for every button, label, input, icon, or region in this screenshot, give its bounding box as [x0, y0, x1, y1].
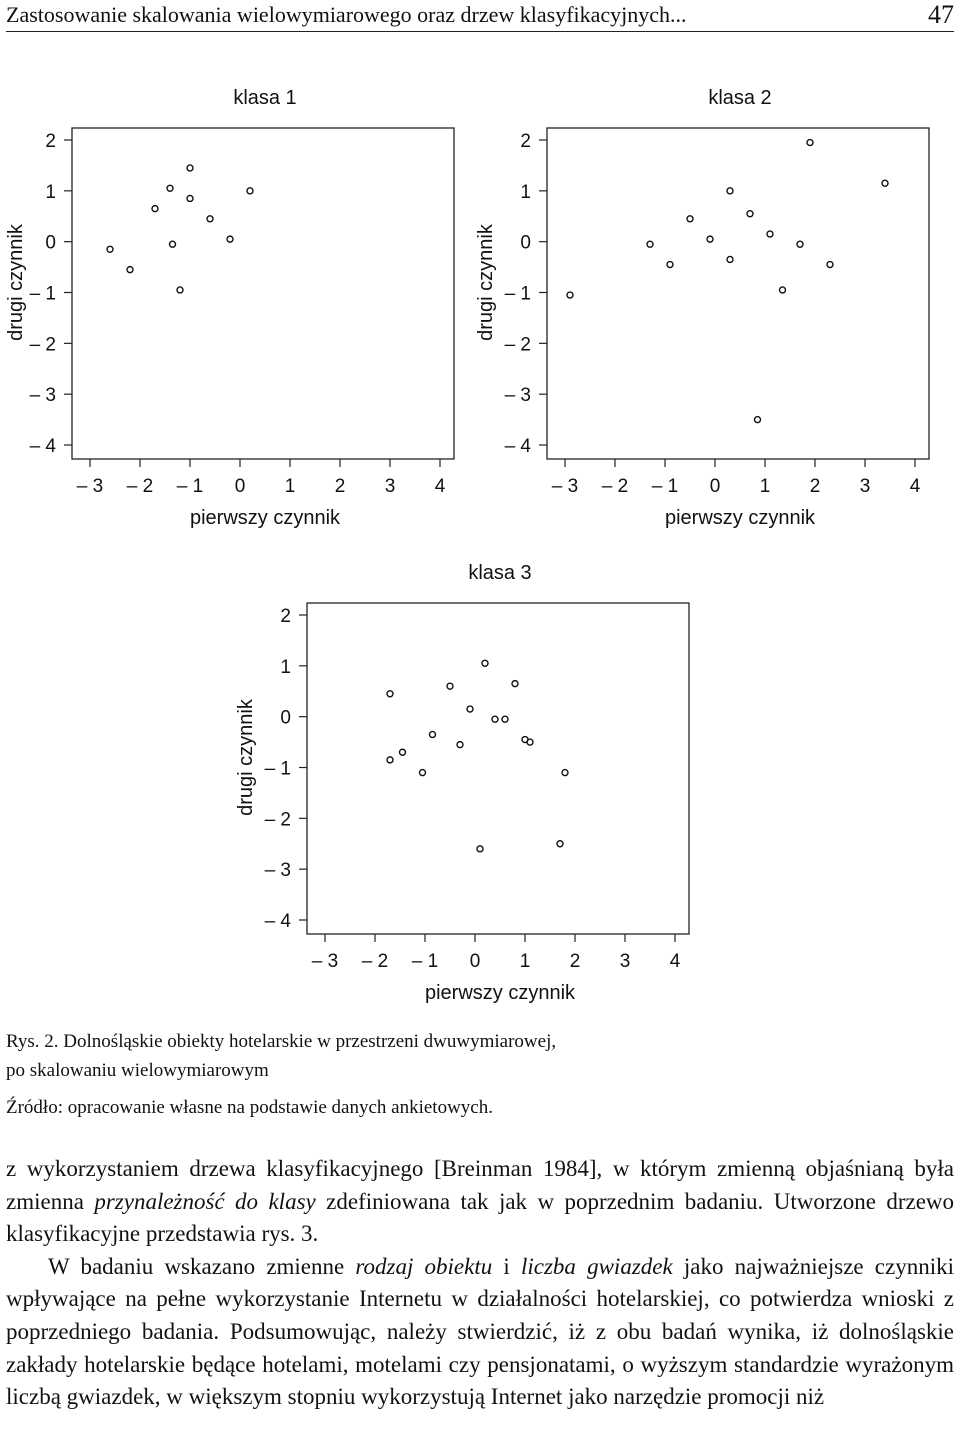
x-tick-label: 3 [384, 476, 396, 497]
y-tick-label: – 2 [504, 334, 531, 356]
data-point [467, 706, 473, 712]
x-tick-label: 2 [334, 476, 346, 497]
running-title: Zastosowanie skalowania wielowymiarowego oraz drzew klasyfikacyjnych... [6, 2, 687, 27]
data-point [827, 262, 833, 268]
data-point [797, 241, 803, 247]
data-point [562, 770, 568, 776]
y-axis-label: drugi czynnik [5, 224, 27, 341]
x-tick-label: 0 [469, 951, 481, 972]
y-tick-label: 0 [520, 232, 531, 254]
x-tick-label: – 3 [311, 951, 339, 972]
y-tick-label: – 1 [504, 283, 531, 305]
x-tick-label: 0 [709, 476, 721, 497]
x-tick-label: – 1 [176, 476, 204, 497]
data-point [387, 691, 393, 697]
data-point [170, 241, 176, 247]
data-point [482, 660, 488, 666]
caption-line-2: po skalowaniu wielowymiarowym [6, 1060, 269, 1081]
data-point [447, 683, 453, 689]
data-point [647, 241, 653, 247]
x-tick-label: 3 [859, 476, 871, 497]
y-tick-label: 1 [520, 181, 531, 203]
body-text [6, 1153, 954, 1414]
y-tick-label: 0 [280, 707, 291, 729]
page-number: 47 [928, 0, 954, 29]
data-point [567, 292, 573, 298]
data-point [457, 742, 463, 748]
paragraph-1-text-b: zdefiniowana tak jak w poprzednim badaniu. Utworzone drzewo klasyfikacyjne przedstawia rys. 3. [6, 1188, 955, 1247]
y-tick-label: 0 [45, 232, 56, 254]
plot-title: klasa 3 [468, 562, 532, 584]
paragraph-2-text-c: jako najważniejsze czynniki wpływające na pełne wykorzystanie Internetu w działalności hotelarskiej, co potwierdza wnioski z poprzedniego badania. Podsumowując, należy stwierdzić, iż z obu badań wynika, iż dolnośląskie zakłady hotelarskie będące hotelami, motelami czy pensjonatami, o wyższym standardzie wyrażonym liczbą gwiazdek, w większym stopniu wykorzystują Internet jako narzędzie promocji niż [6, 1253, 954, 1410]
paragraph-1 [6, 1153, 954, 1251]
paragraph-1-text-a: z wykorzystaniem drzewa klasyfikacyjnego [Breinman 1984], w którym zmienną objaśnianą była zmienna [6, 1156, 954, 1214]
data-point [667, 262, 673, 268]
data-point [882, 180, 888, 186]
data-point [167, 185, 173, 191]
data-point [207, 216, 213, 222]
x-axis-label: pierwszy czynnik [189, 507, 341, 529]
data-point [727, 256, 733, 262]
header-rule [6, 31, 954, 32]
y-tick-label: 1 [45, 181, 56, 203]
data-point [755, 417, 761, 423]
y-tick-label: – 1 [29, 283, 56, 305]
data-point [557, 841, 563, 847]
y-tick-label: – 1 [264, 758, 291, 780]
y-tick-label: 2 [280, 606, 291, 627]
data-point [187, 195, 193, 201]
x-tick-label: – 2 [361, 951, 389, 972]
x-tick-label: 4 [669, 951, 681, 972]
y-tick-label: – 3 [29, 385, 56, 407]
x-tick-label: – 3 [76, 476, 104, 497]
data-point [707, 236, 713, 242]
data-point [747, 211, 753, 217]
data-point [227, 236, 233, 242]
data-point [512, 681, 518, 687]
x-tick-label: 1 [519, 951, 531, 972]
y-tick-label: – 4 [29, 436, 56, 457]
x-tick-label: – 2 [601, 476, 629, 497]
y-tick-label: 1 [280, 656, 291, 678]
scatter-plot-klasa-3 [230, 555, 720, 1005]
y-tick-label: 2 [520, 131, 531, 152]
x-tick-label: 1 [284, 476, 296, 497]
figure-source: Źródło: opracowanie własne na podstawie danych ankietowych. [6, 1097, 493, 1118]
scatter-plot-klasa-1 [0, 80, 470, 530]
x-tick-label: 4 [909, 476, 921, 497]
x-tick-label: 2 [809, 476, 821, 497]
plot-title: klasa 2 [708, 87, 772, 109]
data-point [177, 287, 183, 293]
x-tick-label: – 2 [126, 476, 154, 497]
y-tick-label: – 4 [264, 911, 291, 932]
y-tick-label: 2 [45, 131, 56, 152]
data-point [780, 287, 786, 293]
x-tick-label: 2 [569, 951, 581, 972]
figure-caption [6, 1027, 556, 1085]
data-point [687, 216, 693, 222]
x-axis-label: pierwszy czynnik [424, 982, 576, 1004]
data-point [502, 716, 508, 722]
x-tick-label: 4 [434, 476, 446, 497]
x-tick-label: – 3 [551, 476, 579, 497]
plot-frame [547, 128, 929, 459]
y-tick-label: – 3 [264, 860, 291, 882]
y-tick-label: – 2 [264, 809, 291, 831]
paragraph-2-emphasis-2: liczba gwiazdek [520, 1253, 673, 1279]
caption-line-1: Rys. 2. Dolnośląskie obiekty hotelarskie w przestrzeni dwuwymiarowej, [6, 1031, 557, 1052]
x-tick-label: 3 [619, 951, 631, 972]
data-point [807, 140, 813, 146]
data-point [430, 731, 436, 737]
paragraph-2-text-a: W badaniu wskazano zmienne [48, 1253, 356, 1279]
y-axis-label: drugi czynnik [475, 224, 497, 341]
data-point [107, 246, 113, 252]
data-point [527, 739, 533, 745]
running-header [6, 0, 954, 30]
paragraph-2-emphasis-1: rodzaj obiektu [355, 1253, 493, 1279]
data-point [477, 846, 483, 852]
data-point [420, 770, 426, 776]
paragraph-2 [6, 1251, 954, 1414]
x-axis-label: pierwszy czynnik [664, 507, 816, 529]
plot-frame [72, 128, 454, 459]
y-tick-label: – 2 [29, 334, 56, 356]
data-point [247, 188, 253, 194]
data-point [492, 716, 498, 722]
paragraph-1-emphasis: przynależność do klasy [94, 1188, 316, 1214]
data-point [152, 206, 158, 212]
y-tick-label: – 3 [504, 385, 531, 407]
data-point [187, 165, 193, 171]
plot-title: klasa 1 [233, 87, 297, 109]
data-point [400, 749, 406, 755]
data-point [127, 267, 133, 273]
x-tick-label: 1 [759, 476, 771, 497]
paragraph-2-text-b: i [492, 1253, 521, 1279]
x-tick-label: – 1 [411, 951, 439, 972]
y-axis-label: drugi czynnik [235, 699, 257, 816]
data-point [727, 188, 733, 194]
x-tick-label: – 1 [651, 476, 679, 497]
data-point [767, 231, 773, 237]
data-point [387, 757, 393, 763]
x-tick-label: 0 [234, 476, 246, 497]
plot-frame [307, 603, 689, 934]
scatter-plot-klasa-2 [470, 80, 960, 530]
y-tick-label: – 4 [504, 436, 531, 457]
